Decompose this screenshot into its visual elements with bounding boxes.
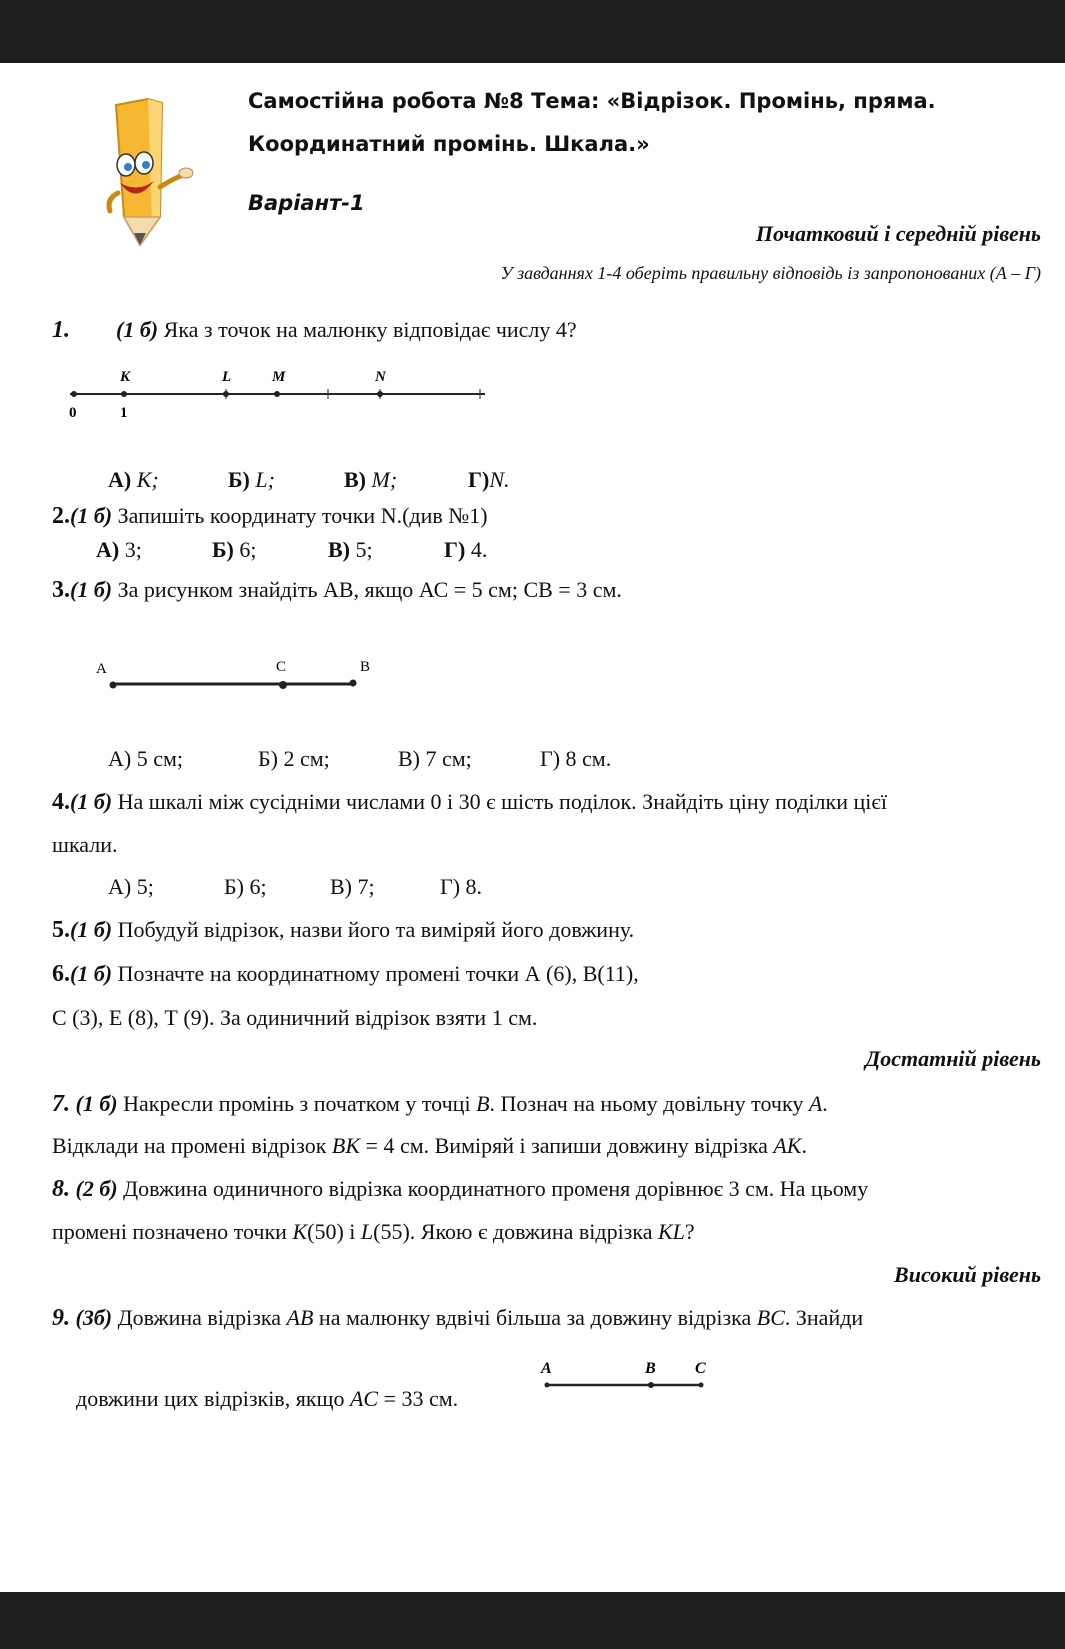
level-basic-heading: Початковий і середній рівень — [755, 221, 1041, 246]
task-number: 1. — [52, 317, 70, 343]
task-3 — [52, 577, 622, 604]
task-4 — [52, 789, 887, 816]
task-8-text-line-2: промені позначено точки K(50) і L(55). Якою є довжина відрізка KL? — [52, 1219, 695, 1244]
task-4-option-b: Б) 6; — [224, 874, 267, 899]
task-text: Побудуй відрізок, назви його та виміряй його довжину. — [117, 917, 635, 942]
task-2-option-a: А) 3; — [96, 537, 142, 562]
segment-acb-figure — [90, 653, 380, 703]
point-zero — [71, 391, 77, 397]
task-1-option-a: А) K; — [108, 467, 159, 492]
label-b: B — [645, 1360, 656, 1377]
label-k: K — [120, 369, 131, 385]
point-c — [279, 681, 287, 689]
task-points: (1 б) — [70, 961, 113, 986]
task-points: (3б) — [75, 1305, 113, 1330]
task-9: 9. (3б) Довжина відрізка AB на малюнку вдвічі більша за довжину відрізка BC. Знайди — [52, 1305, 864, 1331]
point-m — [274, 391, 280, 397]
title-line-1: Самостійна робота №8 Тема: «Відрізок. Промінь, пряма. — [248, 89, 936, 113]
number-ray-figure — [50, 353, 500, 423]
task-1-option-c: В) M; — [344, 467, 398, 492]
task-7-text-line-2: Відклади на промені відрізок BK = 4 см. Виміряй і запиши довжину відрізка AK. — [52, 1133, 807, 1158]
task-text: Довжина одиничного відрізка координатного променя дорівнює 3 см. На цьому — [123, 1176, 869, 1201]
task-2 — [52, 503, 488, 530]
task-3-option-a: А) 5 см; — [108, 746, 184, 771]
task-text: Запишіть координату точки N.(див №1) — [117, 503, 488, 528]
point-a — [110, 682, 117, 689]
task-6-text-line-2: С (3), Е (8), Т (9). За одиничний відрізок взяти 1 см. — [52, 1005, 538, 1030]
task-number: 9. — [52, 1305, 70, 1331]
task-number: 7. — [52, 1091, 70, 1117]
worksheet-page — [0, 63, 1065, 1592]
task-5 — [52, 917, 634, 944]
task-number: 5. — [52, 917, 70, 943]
task-1-option-b: Б) L; — [228, 467, 275, 492]
task-text: Яка з точок на малюнку відповідає числу 4? — [163, 317, 577, 342]
task-4-option-a: А) 5; — [108, 874, 154, 899]
task-points: (2 б) — [75, 1176, 118, 1201]
point-b — [648, 1382, 654, 1388]
pencil-mascot-icon — [96, 97, 208, 287]
task-3-option-c: В) 7 см; — [398, 746, 472, 771]
task-3-option-b: Б) 2 см; — [258, 746, 330, 771]
point-n — [377, 391, 383, 397]
top-dark-bar — [0, 0, 1065, 63]
task-8 — [52, 1176, 868, 1203]
tick-1: 1 — [120, 405, 128, 421]
level-high-heading: Високий рівень — [894, 1262, 1041, 1287]
instruction-text: У завданнях 1-4 оберіть правильну відповідь із запропонованих (А – Г) — [500, 263, 1041, 283]
task-3-option-d: Г) 8 см. — [540, 746, 612, 771]
tick-0: 0 — [69, 405, 77, 421]
task-points: (1 б) — [70, 917, 113, 942]
task-text: За рисунком знайдіть АВ, якщо АС = 5 см; СВ = 3 см. — [117, 577, 622, 602]
task-2-option-b: Б) 6; — [212, 537, 257, 562]
task-6 — [52, 961, 639, 988]
label-b: B — [360, 659, 371, 675]
label-n: N — [375, 369, 386, 385]
task-4-text-line-2: шкали. — [52, 832, 118, 857]
task-4-option-d: Г) 8. — [440, 874, 483, 899]
label-a: A — [96, 661, 107, 677]
task-points: (1 б) — [70, 789, 113, 814]
task-number: 6. — [52, 961, 70, 987]
task-number: 8. — [52, 1176, 70, 1202]
label-c: C — [276, 659, 287, 675]
task-2-option-c: В) 5; — [328, 537, 373, 562]
task-1-option-d: Г)N. — [468, 467, 510, 492]
task-points: (1 б) — [116, 317, 159, 342]
point-b — [350, 680, 357, 687]
task-text: На шкалі між сусідніми числами 0 і 30 є шість поділок. Знайдіть ціну поділки цієї — [117, 789, 887, 814]
label-a: A — [541, 1360, 552, 1377]
point-a — [545, 1383, 550, 1388]
task-points: (1 б) — [70, 503, 113, 528]
task-4-option-c: В) 7; — [330, 874, 375, 899]
label-m: M — [272, 369, 286, 385]
bottom-dark-bar — [0, 1592, 1065, 1649]
label-l: L — [222, 369, 232, 385]
task-text: Позначте на координатному промені точки А (6), В(11), — [117, 961, 639, 986]
task-points: (1 б) — [70, 577, 113, 602]
task-number: 4. — [52, 789, 70, 815]
task-1 — [52, 317, 577, 344]
point-k — [121, 391, 127, 397]
segment-abc-figure — [538, 1353, 718, 1403]
title-line-2: Координатний промінь. Шкала.» — [248, 132, 650, 156]
task-2-option-d: Г) 4. — [444, 537, 488, 562]
label-c: C — [695, 1360, 706, 1377]
point-c — [699, 1383, 704, 1388]
level-sufficient-heading: Достатній рівень — [865, 1046, 1041, 1071]
variant-label: Варіант-1 — [248, 191, 365, 215]
task-number: 2. — [52, 503, 70, 529]
task-7: 7. (1 б) Накресли промінь з початком у точці B. Познач на ньому довільну точку A. — [52, 1091, 828, 1117]
task-points: (1 б) — [75, 1091, 118, 1116]
point-l — [223, 391, 229, 397]
task-9-text-line-2: довжини цих відрізків, якщо AC = 33 см. — [76, 1386, 459, 1411]
task-number: 3. — [52, 577, 70, 603]
